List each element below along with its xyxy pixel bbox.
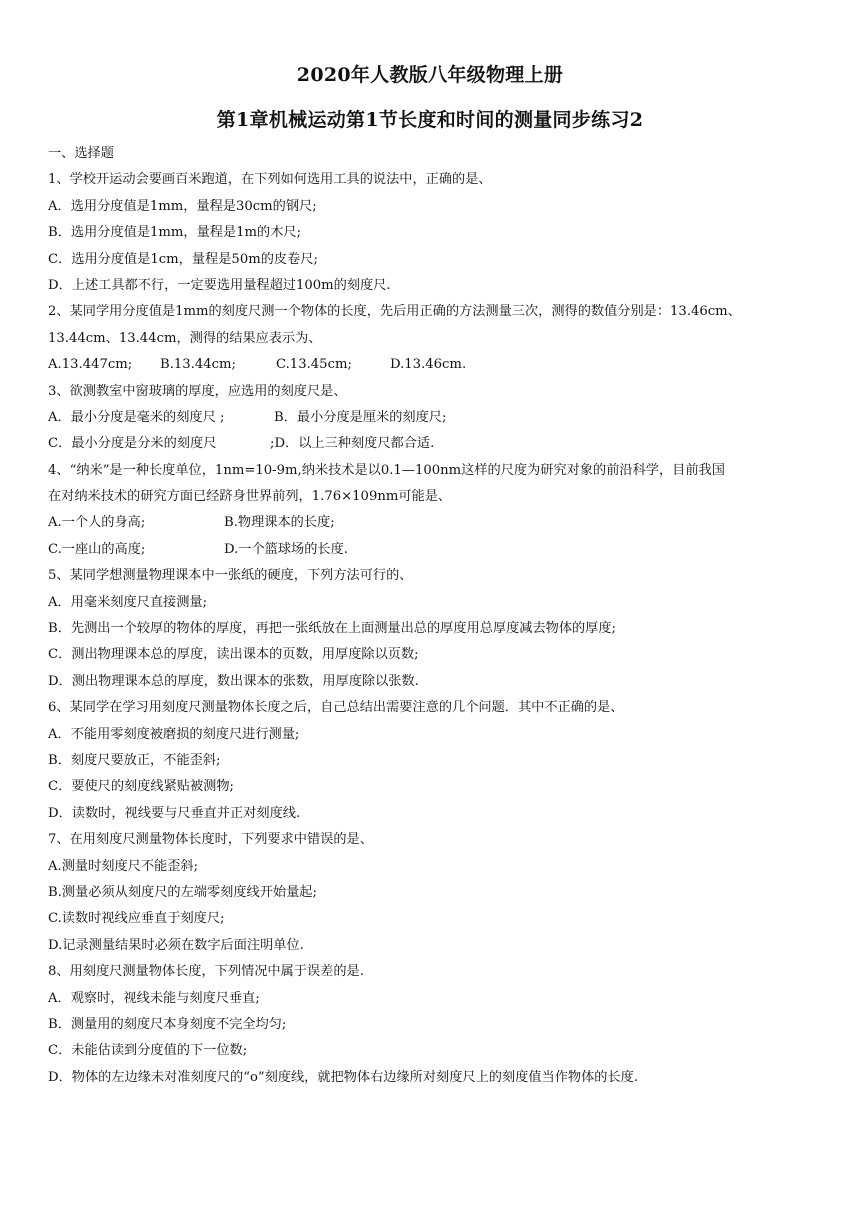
- question-4-options-row-2: [48, 537, 828, 563]
- question-8-stem: 8、用刻度尺测量物体长度，下列情况中属于误差的是.: [48, 964, 364, 980]
- question-4-stem-line-1: 4、“纳米”是一种长度单位，1nm=10-9m,纳米技术是以0.1—100nm这样的尺度为研究对象的前沿科学，目前我国: [48, 462, 725, 478]
- question-1-option-a: A．选用分度值是1mm，量程是30cm的钢尺;: [48, 198, 317, 214]
- document-subtitle: 第1章机械运动第1节长度和时间的测量同步练习2: [216, 109, 644, 131]
- question-3-stem: 3、欲测教室中窗玻璃的厚度，应选用的刻度尺是、: [48, 383, 347, 399]
- question-4-option-b: B.物理课本的长度;: [224, 515, 335, 531]
- question-8-option-c: C．未能估读到分度值的下一位数;: [48, 1043, 248, 1059]
- question-4-stem-line-2: 在对纳米技术的研究方面已经跻身世界前列，1.76×109nm可能是、: [48, 489, 452, 505]
- question-6-option-c: C．要使尺的刻度线紧贴被测物;: [48, 779, 234, 795]
- question-8-option-d: D．物体的左边缘未对准刻度尺的“o”刻度线，就把物体右边缘所对刻度尺上的刻度值当作物体的长度.: [48, 1069, 639, 1085]
- section-heading: 一、选择题: [48, 146, 114, 161]
- question-3-option-b: B．最小分度是厘米的刻度尺;: [274, 409, 447, 425]
- question-4-option-d: D.一个篮球场的长度.: [224, 541, 348, 557]
- question-6-option-b: B．刻度尺要放正，不能歪斜;: [48, 752, 221, 768]
- question-6-option-a: A．不能用零刻度被磨损的刻度尺进行测量;: [48, 726, 300, 742]
- question-1-option-b: B．选用分度值是1mm，量程是1m的木尺;: [48, 225, 302, 241]
- question-6-stem: 6、某同学在学习用刻度尺测量物体长度之后，自己总结出需要注意的几个问题．其中不正确的是、: [48, 700, 624, 716]
- question-7-option-b: B.测量必须从刻度尺的左端零刻度线开始量起;: [48, 884, 317, 900]
- question-7-option-d: D.记录测量结果时必须在数字后面注明单位.: [48, 937, 304, 953]
- question-5-option-b: B．先测出一个较厚的物体的厚度，再把一张纸放在上面测量出总的厚度用总厚度减去物体的厚度;: [48, 621, 617, 637]
- question-3-option-d: ;D．以上三种刻度尺都合适.: [270, 436, 435, 452]
- question-2-stem-line-2: 13.44cm、13.44cm，测得的结果应表示为、: [48, 330, 322, 346]
- question-1-option-d: D．上述工具都不行，一定要选用量程超过100m的刻度尺.: [48, 277, 391, 293]
- question-5-option-c: C．测出物理课本总的厚度，读出课本的页数，用厚度除以页数;: [48, 647, 419, 663]
- question-1-option-c: C．选用分度值是1cm，量程是50m的皮卷尺;: [48, 251, 318, 267]
- question-2-option-d: D.13.46cm.: [390, 357, 467, 373]
- question-7-stem: 7、在用刻度尺测量物体长度时，下列要求中错误的是、: [48, 832, 373, 848]
- question-6-option-d: D．读数时，视线要与尺垂直并正对刻度线.: [48, 805, 301, 821]
- question-5-option-d: D．测出物理课本总的厚度，数出课本的张数，用厚度除以张数.: [48, 673, 419, 689]
- question-7-option-c: C.读数时视线应垂直于刻度尺;: [48, 911, 225, 927]
- question-3-option-a: A．最小分度是毫米的刻度尺 ;: [48, 409, 225, 425]
- question-3-options-row-2: [48, 431, 828, 457]
- question-2-option-a: A.13.447cm;: [48, 357, 133, 373]
- question-2-option-c: C.13.45cm;: [276, 357, 352, 373]
- question-7-option-a: A.测量时刻度尺不能歪斜;: [48, 858, 199, 874]
- question-4-option-a: A.一个人的身高;: [48, 515, 146, 531]
- document-body: [48, 141, 828, 1091]
- question-2-options: [48, 352, 828, 378]
- question-8-option-a: A．观察时，视线未能与刻度尺垂直;: [48, 990, 260, 1006]
- question-2-stem-line-1: 2、某同学用分度值是1mm的刻度尺测一个物体的长度，先后用正确的方法测量三次，测得的数值分别是：13.46cm、: [48, 304, 741, 320]
- question-2-option-b: B.13.44cm;: [160, 357, 236, 373]
- question-4-options-row-1: [48, 510, 828, 536]
- question-1-stem: 1、学校开运动会要画百米跑道，在下列如何选用工具的说法中，正确的是、: [48, 172, 492, 188]
- question-3-option-c: C．最小分度是分米的刻度尺: [48, 436, 217, 452]
- question-3-options-row-1: [48, 405, 828, 431]
- document-title: 2020年人教版八年级物理上册: [296, 64, 564, 86]
- question-5-option-a: A．用毫米刻度尺直接测量;: [48, 594, 208, 610]
- question-8-option-b: B．测量用的刻度尺本身刻度不完全均匀;: [48, 1016, 287, 1032]
- question-4-option-c: C.一座山的高度;: [48, 541, 146, 557]
- question-5-stem: 5、某同学想测量物理课本中一张纸的硬度，下列方法可行的、: [48, 568, 413, 584]
